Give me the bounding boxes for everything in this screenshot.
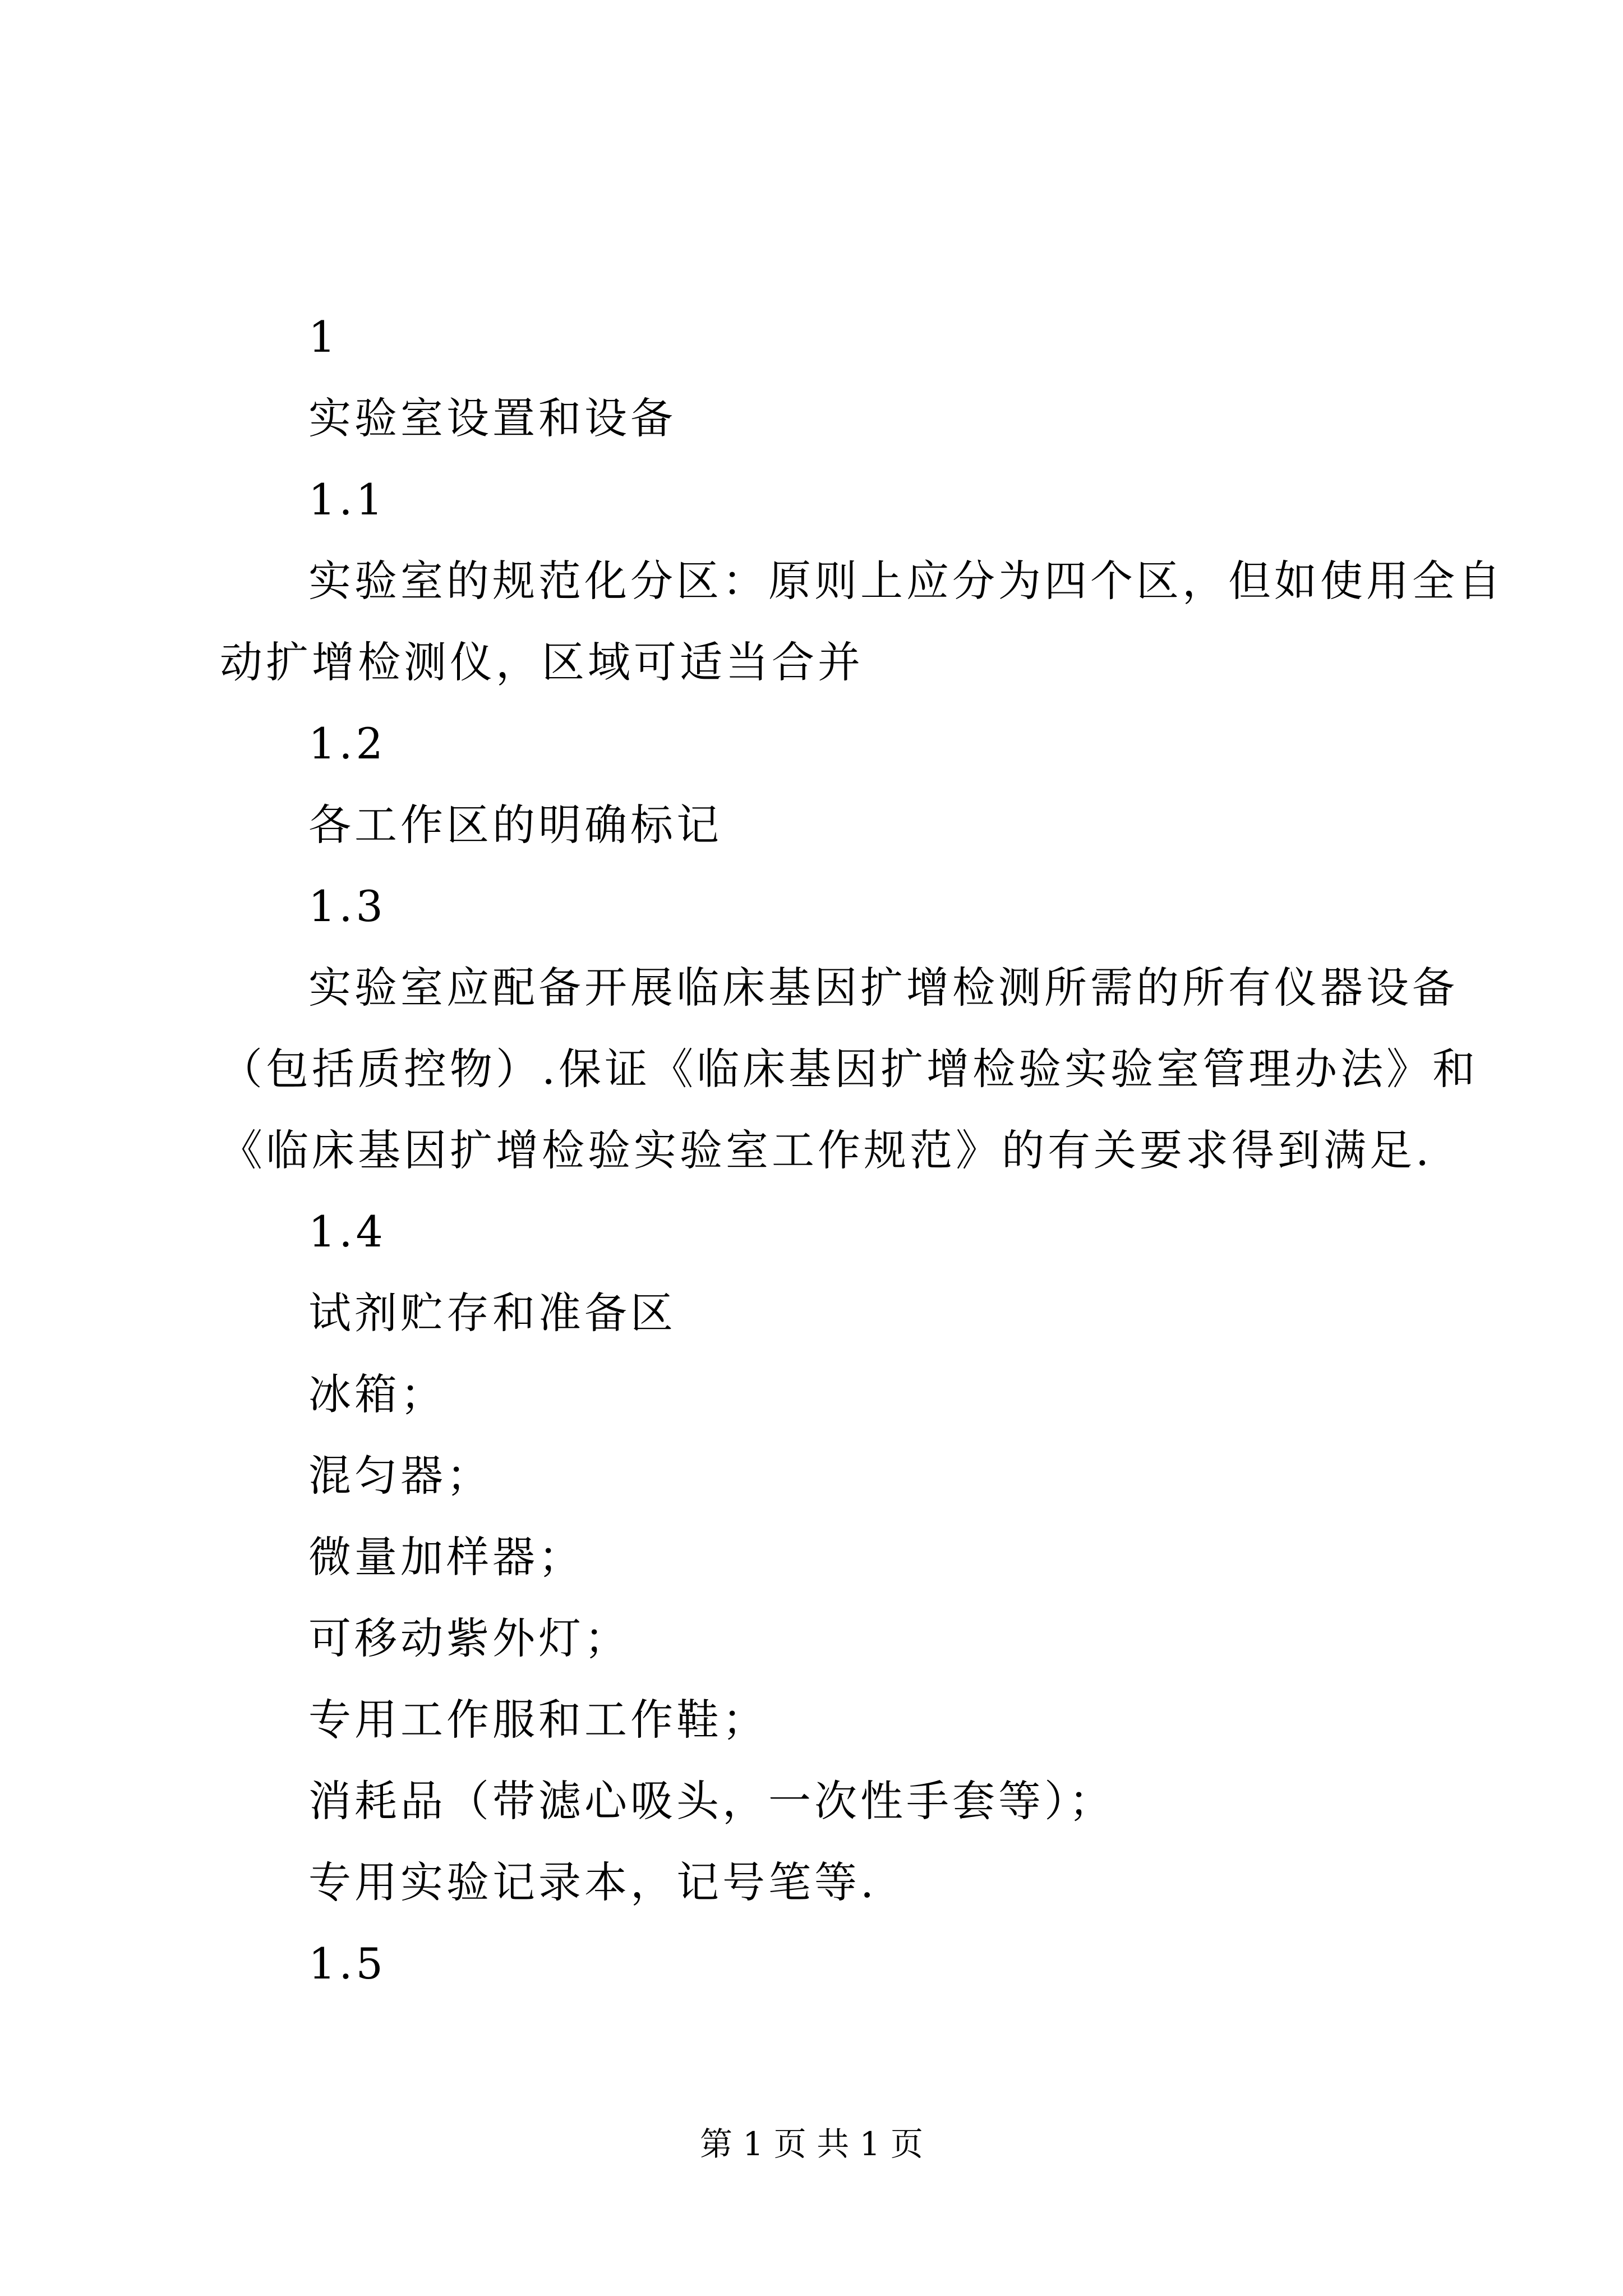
paragraph-line: （包括质控物）.保证《临床基因扩增检验实验室管理办法》和 xyxy=(220,1044,1479,1094)
paragraph-line: 各工作区的明确标记 xyxy=(308,800,722,850)
section-number-1-5: 1.5 xyxy=(308,1939,386,1989)
list-item: 消耗品（带滤心吸头，一次性手套等）； xyxy=(308,1776,1115,1826)
paragraph-line: 动扩增检测仪，区域可适当合并 xyxy=(220,637,864,687)
section-number-1: 1 xyxy=(308,312,339,362)
section-title-lab-setup: 实验室设置和设备 xyxy=(308,393,676,443)
paragraph-line: 《临床基因扩增检验实验室工作规范》的有关要求得到满足. xyxy=(220,1125,1433,1175)
list-item: 专用工作服和工作鞋； xyxy=(308,1695,768,1745)
section-number-1-2: 1.2 xyxy=(308,719,386,769)
paragraph-line: 实验室的规范化分区：原则上应分为四个区，但如使用全自 xyxy=(308,556,1504,606)
list-item: 可移动紫外灯； xyxy=(308,1613,630,1663)
section-number-1-4: 1.4 xyxy=(308,1207,386,1257)
paragraph-line: 实验室应配备开展临床基因扩增检测所需的所有仪器设备 xyxy=(308,963,1458,1013)
section-number-1-1: 1.1 xyxy=(308,475,386,524)
list-item: 混匀器； xyxy=(308,1451,492,1501)
section-number-1-3: 1.3 xyxy=(308,881,386,931)
list-item: 冰箱； xyxy=(308,1369,446,1419)
list-item: 专用实验记录本，记号笔等. xyxy=(308,1857,878,1907)
paragraph-line: 试剂贮存和准备区 xyxy=(308,1288,676,1338)
list-item: 微量加样器； xyxy=(308,1532,584,1582)
page-footer: 第 1 页 共 1 页 xyxy=(700,2125,923,2163)
